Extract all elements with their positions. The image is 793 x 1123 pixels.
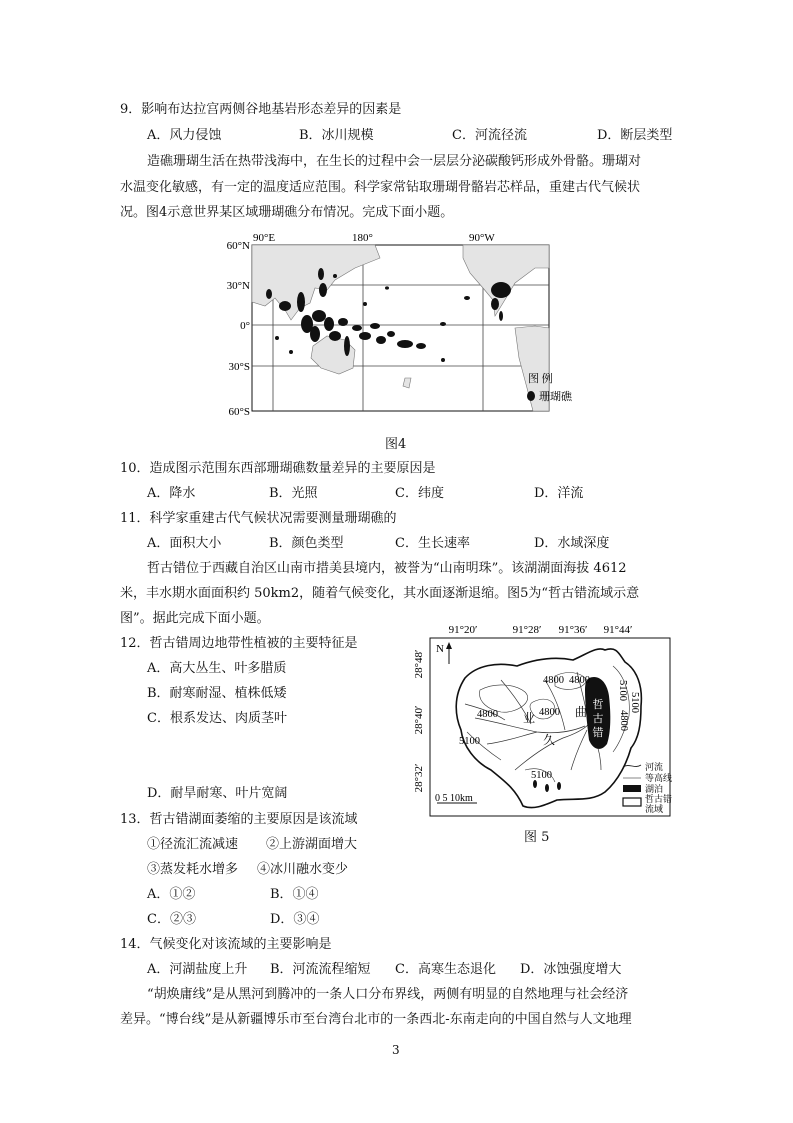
contour-label: 4800 xyxy=(477,709,498,720)
legend-contour: 等高线 xyxy=(645,773,673,783)
q12-option-c: C．根系发达、肉质茎叶 xyxy=(147,711,287,726)
q11-option-b: B．颜色类型 xyxy=(269,536,344,551)
q9-option-d: D．断层类型 xyxy=(597,128,673,143)
scale-bar: 0 5 10km xyxy=(435,793,473,804)
q12-option-a: A．高大丛生、叶多腊质 xyxy=(147,661,287,676)
passage3-line-1: “胡焕庸线”是从黑河到腾冲的一条人口分布界线，两侧有明显的自然地理与社会经济 xyxy=(147,987,629,1002)
lon-label-90e: 90°E xyxy=(253,232,276,244)
lon-label-3: 91°36′ xyxy=(558,624,588,636)
lake-name-2: 古 xyxy=(592,713,604,725)
contour-label: 5100 xyxy=(459,736,480,747)
passage3-line-2: 差异。“博台线”是从新疆博乐市至台湾台北市的一条西北-东南走向的中国自然与人文地理 xyxy=(120,1012,632,1027)
small-lake xyxy=(545,784,549,792)
lat-label-1: 28°48′ xyxy=(413,649,425,679)
figure4-caption: 图4 xyxy=(385,437,407,452)
passage1-line-3: 况。图4示意世界某区域珊瑚礁分布情况。完成下面小题。 xyxy=(120,205,454,220)
basin-legend-icon xyxy=(623,798,641,806)
lat-label-3: 28°32′ xyxy=(413,763,425,793)
lat-label-30s: 30°S xyxy=(228,361,250,373)
legend-title: 图 例 xyxy=(528,373,553,385)
contour-label: 4800 xyxy=(539,707,560,718)
legend-basin: 流域 xyxy=(645,804,664,814)
q13-item-4: ④冰川融水变少 xyxy=(257,862,349,877)
legend-lake: 湖泊 xyxy=(645,784,664,794)
q11-stem: 11．科学家重建古代气候状况需要测量珊瑚礁的 xyxy=(120,511,397,526)
passage1-line-1: 造礁珊瑚生活在热带浅海中，在生长的过程中会一层层分泌碳酸钙形成外骨骼。珊瑚对 xyxy=(147,154,642,169)
q13-item-1: ①径流汇流减速 xyxy=(147,837,239,852)
q9-stem: 9．影响布达拉宫两侧谷地基岩形态差异的因素是 xyxy=(120,102,402,117)
q12-option-b: B．耐寒耐湿、植株低矮 xyxy=(147,686,287,701)
lake-name-3: 错 xyxy=(592,727,604,739)
page-number: 3 xyxy=(392,1043,400,1057)
q10-option-a: A．降水 xyxy=(147,486,196,501)
small-lake xyxy=(557,782,561,790)
coral-reef-legend-icon xyxy=(527,391,535,401)
legend-coral-reef: 珊瑚礁 xyxy=(539,391,572,403)
lat-label-60n: 60°N xyxy=(226,240,250,252)
zhegu-basin-map xyxy=(405,620,675,850)
q9-option-c: C．河流径流 xyxy=(452,128,527,143)
lon-label-2: 91°28′ xyxy=(512,624,542,636)
lat-label-2: 28°40′ xyxy=(413,705,425,735)
q10-option-b: B．光照 xyxy=(269,486,318,501)
q11-option-c: C．生长速率 xyxy=(395,536,470,551)
q14-stem: 14．气候变化对该流域的主要影响是 xyxy=(120,937,332,952)
contour-label: 4800 xyxy=(618,710,629,731)
q11-option-a: A．面积大小 xyxy=(147,536,222,551)
q13-item-3: ③蒸发耗水增多 xyxy=(147,862,239,877)
q9-option-b: B．冰川规模 xyxy=(299,128,374,143)
passage2-line-2: 米，丰水期水面面积约 50km2，随着气候变化，其水面逐渐退缩。图5为“哲古错流域示意 xyxy=(120,586,640,601)
q13-item-2: ②上游湖面增大 xyxy=(266,837,358,852)
q14-option-c: C．高寒生态退化 xyxy=(395,962,496,977)
legend-zhegu: 哲古错 xyxy=(645,794,673,804)
lon-label-90w: 90°W xyxy=(469,232,495,244)
river-word: 业 xyxy=(523,711,536,725)
contour-label: 5100 xyxy=(629,692,640,713)
q13-option-b: B．①④ xyxy=(270,887,319,902)
q12-option-d: D．耐旱耐寒、叶片宽阔 xyxy=(147,786,288,801)
q14-option-a: A．河湖盐度上升 xyxy=(147,962,248,977)
lat-label-30n: 30°N xyxy=(226,280,250,292)
river-word: 曲 xyxy=(575,705,588,719)
q14-option-b: B．河流流程缩短 xyxy=(270,962,371,977)
q13-stem: 13．哲古错湖面萎缩的主要原因是该流域 xyxy=(120,812,358,827)
passage2-line-1: 哲古错位于西藏自治区山南市措美县境内，被誉为“山南明珠”。该湖湖面海拔 4612 xyxy=(147,561,627,576)
lake-name-1: 哲 xyxy=(592,699,604,711)
q13-option-c: C．②③ xyxy=(147,912,196,927)
contour-label: 5100 xyxy=(531,770,552,781)
small-lake xyxy=(533,780,537,788)
q13-option-d: D．③④ xyxy=(270,912,320,927)
contour-label: 4800 xyxy=(543,675,564,686)
lon-label-4: 91°44′ xyxy=(603,624,633,636)
q10-option-d: D．洋流 xyxy=(534,486,584,501)
q10-stem: 10．造成图示范围东西部珊瑚礁数量差异的主要原因是 xyxy=(120,461,436,476)
q12-stem: 12．哲古错周边地带性植被的主要特征是 xyxy=(120,636,358,651)
q13-option-a: A．①② xyxy=(147,887,196,902)
river-word: 久 xyxy=(543,733,556,747)
coral-reef-map xyxy=(215,228,595,428)
figure5-caption: 图 5 xyxy=(524,830,550,845)
lat-label-60s: 60°S xyxy=(228,406,250,418)
north-label: N xyxy=(436,643,444,655)
q11-option-d: D．水域深度 xyxy=(534,536,610,551)
q10-option-c: C．纬度 xyxy=(395,486,444,501)
q14-option-d: D．冰蚀强度增大 xyxy=(520,962,622,977)
lon-label-1: 91°20′ xyxy=(448,624,478,636)
legend-river: 河流 xyxy=(645,762,664,772)
lon-label-180: 180° xyxy=(352,232,373,244)
passage2-line-3: 图”。据此完成下面小题。 xyxy=(120,611,270,626)
contour-label: 4800 xyxy=(569,675,590,686)
lake-legend-icon xyxy=(623,785,641,792)
lat-label-0: 0° xyxy=(240,320,250,332)
passage1-line-2: 水温变化敏感，有一定的温度适应范围。科学家常钻取珊瑚骨骼岩芯样品，重建古代气候状 xyxy=(120,180,641,195)
q9-option-a: A．风力侵蚀 xyxy=(147,128,222,143)
contour-label: 5100 xyxy=(617,680,628,701)
